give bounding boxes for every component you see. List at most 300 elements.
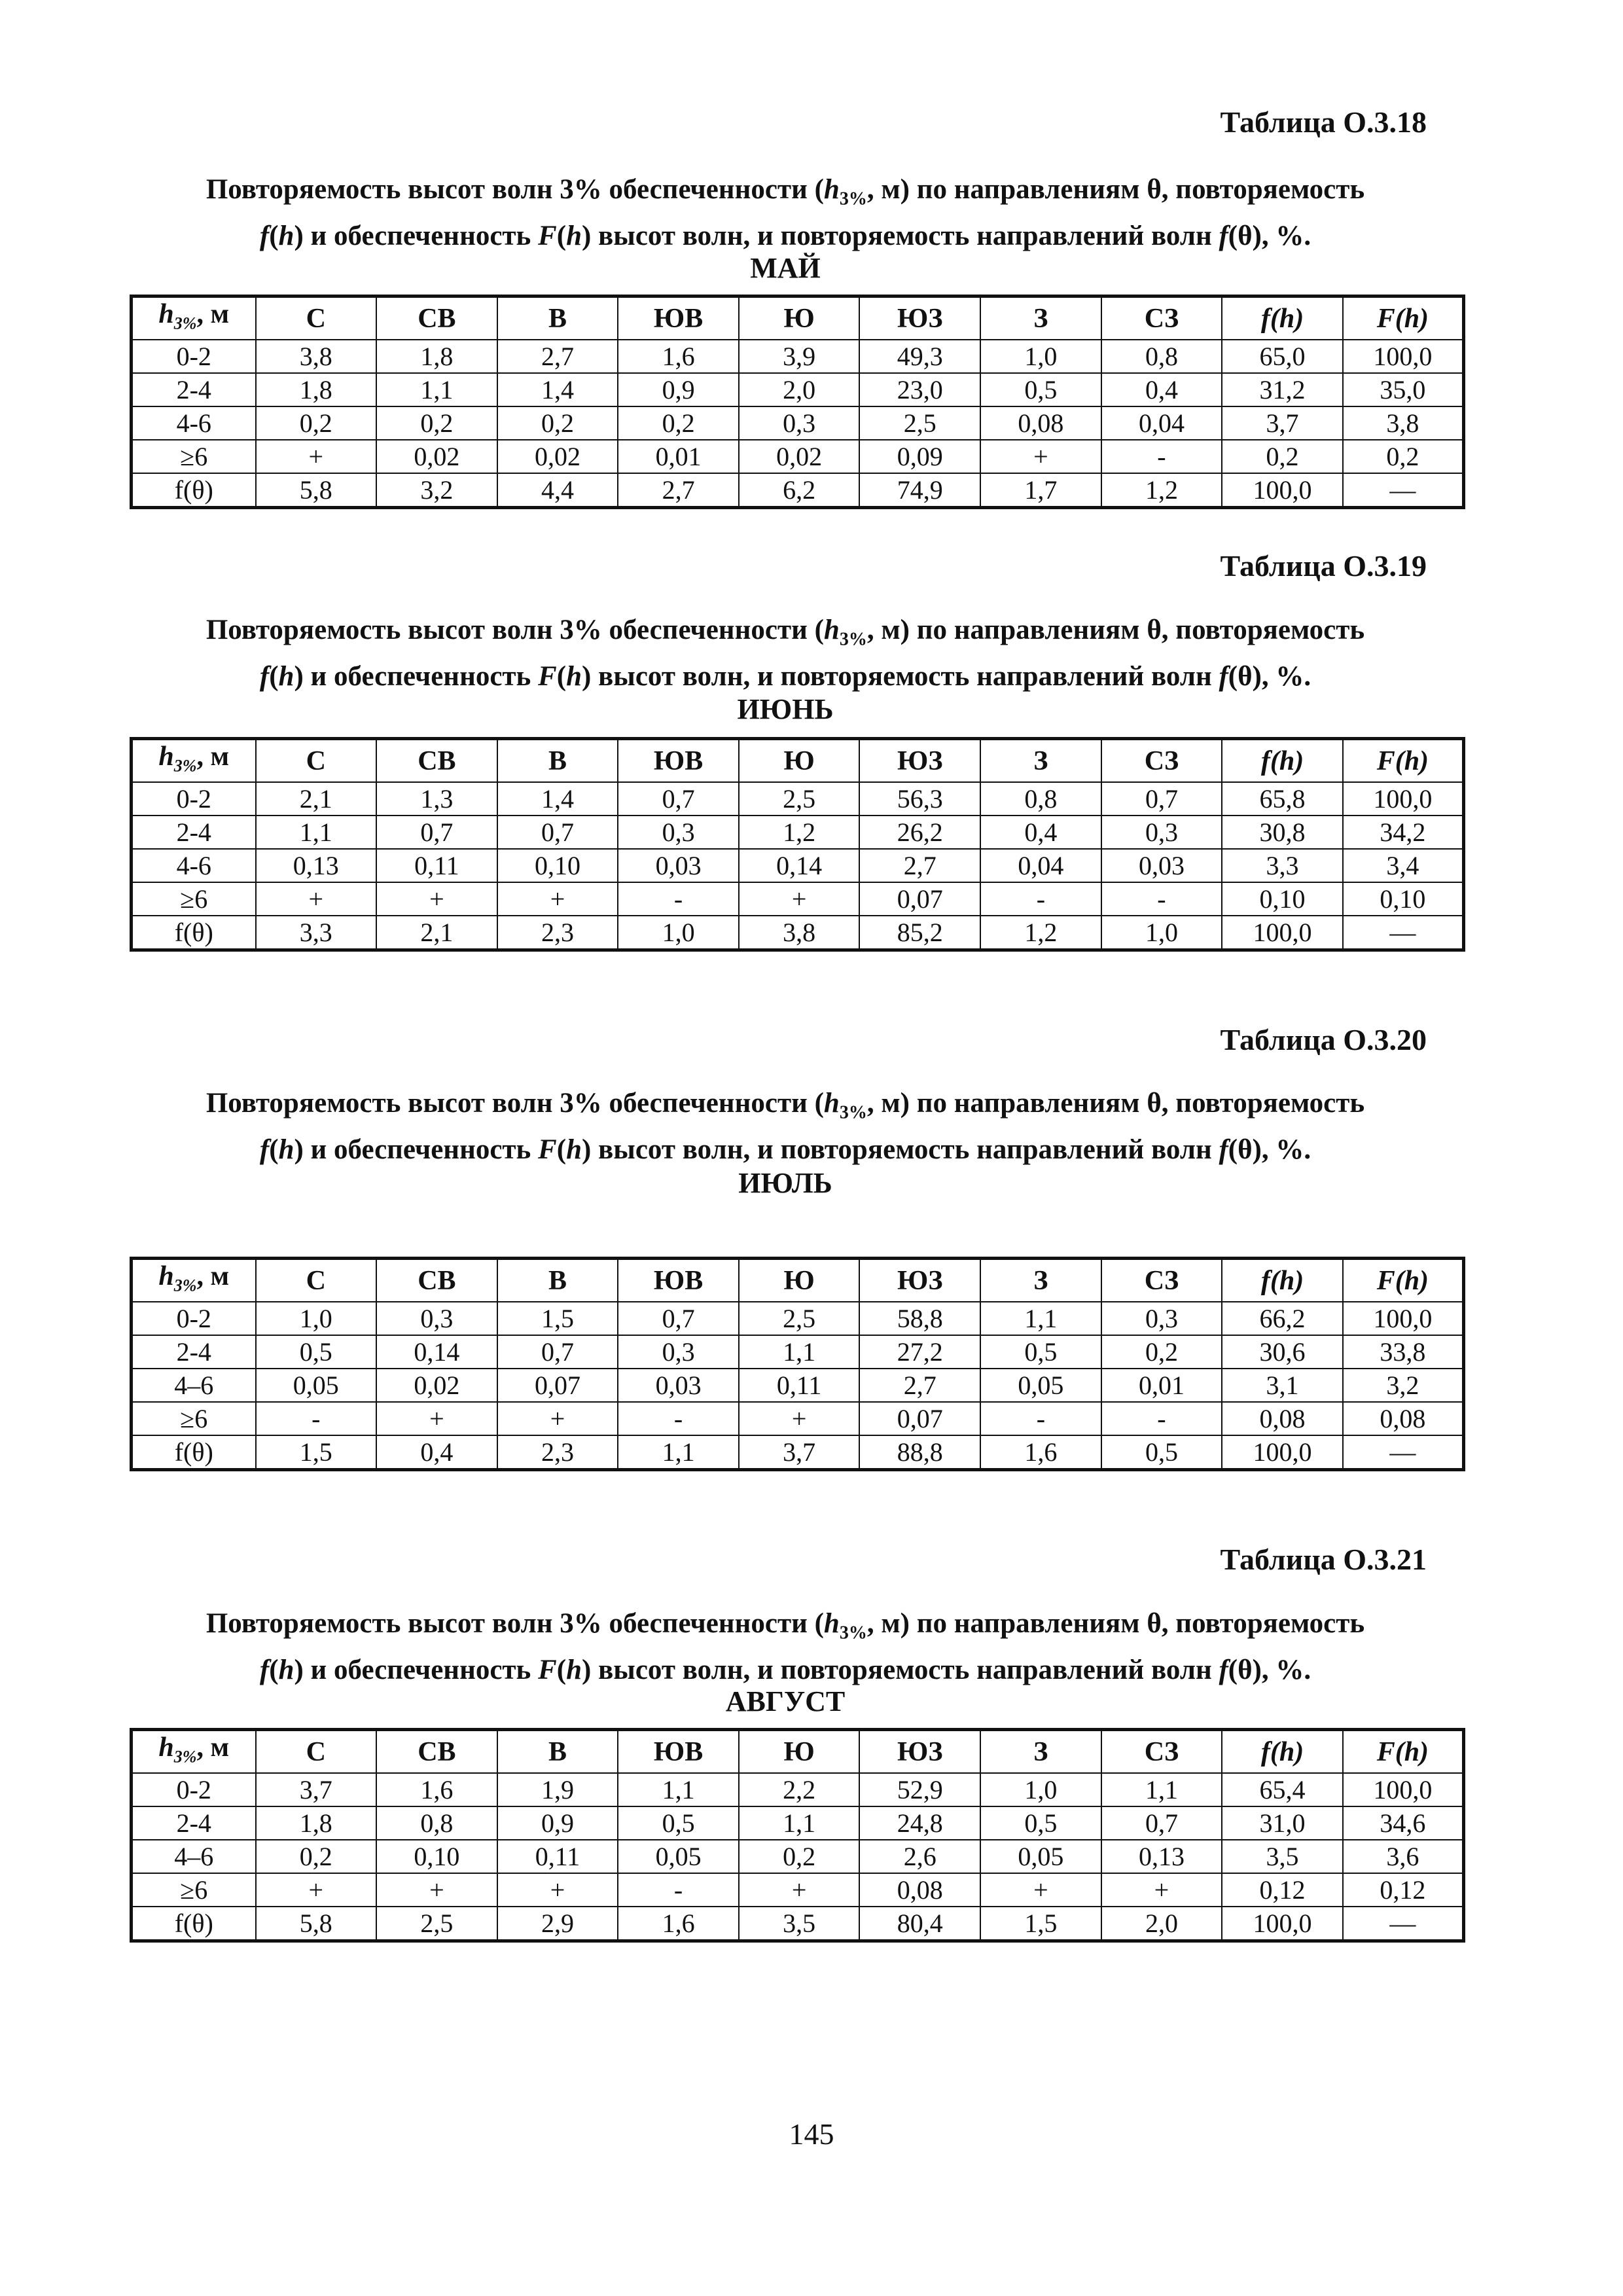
value-cell: 30,6 (1222, 1335, 1343, 1369)
caption-text: ( (269, 660, 279, 692)
header-fh-cell: f(h) (1222, 296, 1343, 340)
value-cell: 100,0 (1222, 473, 1343, 508)
wave-table (130, 1257, 1465, 1471)
table-row (132, 1840, 1464, 1873)
value-cell: 2,1 (376, 916, 497, 950)
value-cell: 1,0 (256, 1302, 377, 1335)
value-cell: 0,05 (256, 1369, 377, 1402)
header-h-symbol: h (158, 299, 174, 329)
value-cell: 1,8 (256, 373, 377, 406)
header-direction-cell: Ю (739, 739, 860, 783)
caption-f-symbol: f (259, 1134, 270, 1165)
header-Fh-cell: F(h) (1343, 1730, 1464, 1774)
table-header-row (132, 296, 1464, 340)
header-direction-cell: С (256, 296, 377, 340)
value-cell: + (376, 882, 497, 916)
value-cell: 1,1 (1101, 1773, 1222, 1806)
value-cell: — (1343, 473, 1464, 508)
caption-f-symbol: f (1219, 220, 1228, 251)
month-title: АВГУСТ (725, 1685, 846, 1717)
value-cell: 0,01 (618, 440, 739, 473)
row-label-cell: f(θ) (132, 473, 256, 508)
value-cell: 0,7 (1101, 1806, 1222, 1840)
header-height-cell (132, 1730, 256, 1774)
value-cell: 0,08 (859, 1873, 980, 1907)
table-row (132, 1873, 1464, 1907)
value-cell: 1,2 (980, 916, 1101, 950)
value-cell: 0,08 (1222, 1402, 1343, 1435)
value-cell: 100,0 (1222, 916, 1343, 950)
value-cell: - (618, 1873, 739, 1907)
table-row (132, 1907, 1464, 1941)
value-cell: 100,0 (1343, 340, 1464, 373)
value-cell: 100,0 (1343, 1302, 1464, 1335)
value-cell: + (376, 1873, 497, 1907)
header-direction-cell: С (256, 1730, 377, 1774)
value-cell: 0,07 (859, 882, 980, 916)
value-cell: 1,4 (497, 373, 618, 406)
value-cell: 58,8 (859, 1302, 980, 1335)
table-row (132, 1435, 1464, 1470)
value-cell: 0,5 (1101, 1435, 1222, 1470)
header-direction-cell: СЗ (1101, 296, 1222, 340)
header-height-cell (132, 739, 256, 783)
value-cell: 0,2 (618, 406, 739, 440)
caption-text: ( (269, 220, 279, 251)
row-label-cell: 2-4 (132, 1806, 256, 1840)
value-cell: 5,8 (256, 1907, 377, 1941)
value-cell: 1,8 (256, 1806, 377, 1840)
value-cell: 0,8 (1101, 340, 1222, 373)
table-row (132, 816, 1464, 849)
table-label: Таблица О.3.19 (1220, 549, 1427, 583)
value-cell: 0,2 (1101, 1335, 1222, 1369)
value-cell: 100,0 (1222, 1435, 1343, 1470)
row-label-cell: 4–6 (132, 1369, 256, 1402)
header-h-subscript: 3% (173, 756, 197, 776)
value-cell: 2,3 (497, 916, 618, 950)
value-cell: 0,14 (739, 849, 860, 882)
value-cell: 65,4 (1222, 1773, 1343, 1806)
value-cell: 1,2 (739, 816, 860, 849)
caption-h-symbol: h (278, 660, 294, 692)
wave-table (130, 1728, 1465, 1943)
value-cell: 6,2 (739, 473, 860, 508)
row-label-cell: f(θ) (132, 916, 256, 950)
value-cell: 0,9 (618, 373, 739, 406)
value-cell: 0,10 (1343, 882, 1464, 916)
wave-table (130, 295, 1465, 509)
value-cell: + (980, 440, 1101, 473)
caption-text: , м) по направлениям θ, повторяемость (866, 615, 1365, 645)
caption-h-symbol: h (823, 174, 840, 205)
value-cell: 35,0 (1343, 373, 1464, 406)
value-cell: 1,5 (256, 1435, 377, 1470)
value-cell: — (1343, 1435, 1464, 1470)
value-cell: 3,3 (256, 916, 377, 950)
value-cell: 0,05 (618, 1840, 739, 1873)
table-row (132, 882, 1464, 916)
header-direction-cell: СВ (376, 739, 497, 783)
value-cell: 1,1 (739, 1335, 860, 1369)
value-cell: 31,2 (1222, 373, 1343, 406)
value-cell: 0,7 (497, 816, 618, 849)
header-direction-cell: З (980, 1259, 1101, 1302)
value-cell: 3,6 (1343, 1840, 1464, 1873)
header-direction-cell: З (980, 1730, 1101, 1774)
header-direction-cell: ЮВ (618, 1730, 739, 1774)
value-cell: 65,8 (1222, 782, 1343, 816)
table-row (132, 1773, 1464, 1806)
header-direction-cell: СВ (376, 1259, 497, 1302)
row-label-cell: ≥6 (132, 1873, 256, 1907)
value-cell: 74,9 (859, 473, 980, 508)
value-cell: 5,8 (256, 473, 377, 508)
value-cell: 1,6 (980, 1435, 1101, 1470)
value-cell: 3,5 (1222, 1840, 1343, 1873)
header-fh-cell: f(h) (1222, 1259, 1343, 1302)
value-cell: 0,7 (618, 782, 739, 816)
value-cell: 0,5 (980, 373, 1101, 406)
caption-h-subscript: 3% (839, 1623, 867, 1643)
value-cell: 34,2 (1343, 816, 1464, 849)
value-cell: 2,3 (497, 1435, 618, 1470)
value-cell: 0,12 (1343, 1873, 1464, 1907)
caption-text: ) и обеспеченность (294, 1134, 539, 1165)
value-cell: - (1101, 882, 1222, 916)
row-label-cell: 0-2 (132, 1302, 256, 1335)
header-height-cell (132, 296, 256, 340)
value-cell: 1,2 (1101, 473, 1222, 508)
header-fh-cell: f(h) (1222, 739, 1343, 783)
value-cell: 2,5 (739, 1302, 860, 1335)
caption-text: , м) по направлениям θ, повторяемость (866, 1088, 1365, 1119)
row-label-cell: 0-2 (132, 1773, 256, 1806)
header-h-symbol: h (158, 1732, 174, 1763)
caption-h-subscript: 3% (839, 188, 867, 209)
value-cell: 0,03 (1101, 849, 1222, 882)
value-cell: - (980, 882, 1101, 916)
caption-f-symbol: f (259, 1654, 270, 1685)
value-cell: 0,7 (376, 816, 497, 849)
caption-text: (θ), %. (1228, 1134, 1311, 1165)
value-cell: 2,7 (859, 1369, 980, 1402)
header-direction-cell: С (256, 739, 377, 783)
caption-text: , м) по направлениям θ, повторяемость (866, 1608, 1365, 1639)
value-cell: 2,0 (1101, 1907, 1222, 1941)
value-cell: 49,3 (859, 340, 980, 373)
value-cell: 100,0 (1343, 782, 1464, 816)
header-direction-cell: Ю (739, 1259, 860, 1302)
row-label-cell: f(θ) (132, 1435, 256, 1470)
caption-h-symbol: h (823, 615, 840, 645)
value-cell: 0,03 (618, 1369, 739, 1402)
value-cell: 0,07 (859, 1402, 980, 1435)
value-cell: 31,0 (1222, 1806, 1343, 1840)
table-row (132, 1302, 1464, 1335)
header-fh-cell: f(h) (1222, 1730, 1343, 1774)
value-cell: 2,5 (739, 782, 860, 816)
value-cell: 1,1 (256, 816, 377, 849)
caption-text: ) и обеспеченность (294, 660, 539, 692)
table-label: Таблица О.3.20 (1220, 1023, 1427, 1056)
caption-text: ( (556, 1134, 567, 1165)
row-label-cell: 4-6 (132, 849, 256, 882)
header-direction-cell: В (497, 739, 618, 783)
value-cell: 0,01 (1101, 1369, 1222, 1402)
value-cell: 0,3 (1101, 816, 1222, 849)
value-cell: 3,7 (256, 1773, 377, 1806)
table-caption (131, 1605, 1440, 1689)
caption-line-2 (131, 1652, 1440, 1689)
value-cell: 1,1 (739, 1806, 860, 1840)
value-cell: 0,03 (618, 849, 739, 882)
value-cell: 1,6 (376, 1773, 497, 1806)
header-Fh-cell: F(h) (1343, 296, 1464, 340)
header-direction-cell: ЮЗ (859, 296, 980, 340)
month-title: МАЙ (750, 252, 821, 284)
caption-F-symbol: F (538, 1134, 557, 1165)
value-cell: 2,2 (739, 1773, 860, 1806)
table-header-row (132, 1259, 1464, 1302)
value-cell: 0,07 (497, 1369, 618, 1402)
header-direction-cell: В (497, 296, 618, 340)
header-h-symbol: h (158, 1261, 174, 1291)
table-header-row (132, 1730, 1464, 1774)
caption-line-1 (131, 612, 1440, 658)
value-cell: 65,0 (1222, 340, 1343, 373)
value-cell: + (376, 1402, 497, 1435)
value-cell: 52,9 (859, 1773, 980, 1806)
caption-h-symbol: h (278, 1654, 294, 1685)
table-row (132, 1402, 1464, 1435)
value-cell: 1,1 (618, 1435, 739, 1470)
value-cell: 2,1 (256, 782, 377, 816)
value-cell: 2,7 (497, 340, 618, 373)
value-cell: 0,02 (497, 440, 618, 473)
table-row (132, 782, 1464, 816)
header-h-unit: , м (196, 1261, 230, 1291)
value-cell: 1,4 (497, 782, 618, 816)
month-title: ИЮЛЬ (738, 1167, 832, 1199)
caption-h-symbol: h (566, 1134, 582, 1165)
value-cell: 0,4 (980, 816, 1101, 849)
value-cell: 0,5 (256, 1335, 377, 1369)
caption-text: ( (269, 1134, 279, 1165)
value-cell: 26,2 (859, 816, 980, 849)
value-cell: 100,0 (1343, 1773, 1464, 1806)
value-cell: 0,02 (376, 440, 497, 473)
value-cell: 0,3 (1101, 1302, 1222, 1335)
header-h-unit: , м (196, 1732, 230, 1763)
value-cell: 0,11 (376, 849, 497, 882)
value-cell: 1,1 (980, 1302, 1101, 1335)
value-cell: 0,08 (980, 406, 1101, 440)
value-cell: 0,12 (1222, 1873, 1343, 1907)
caption-f-symbol: f (1219, 1134, 1228, 1165)
value-cell: 0,7 (1101, 782, 1222, 816)
value-cell: 3,3 (1222, 849, 1343, 882)
caption-line-1 (131, 1605, 1440, 1652)
header-Fh-cell: F(h) (1343, 1259, 1464, 1302)
caption-line-1 (131, 171, 1440, 218)
value-cell: 0,05 (980, 1840, 1101, 1873)
header-direction-cell: ЮЗ (859, 1259, 980, 1302)
header-direction-cell: ЮЗ (859, 1730, 980, 1774)
value-cell: 0,08 (1343, 1402, 1464, 1435)
value-cell: 0,8 (376, 1806, 497, 1840)
header-direction-cell: СЗ (1101, 1730, 1222, 1774)
value-cell: 85,2 (859, 916, 980, 950)
value-cell: 0,2 (256, 1840, 377, 1873)
value-cell: 34,6 (1343, 1806, 1464, 1840)
table-header-row (132, 739, 1464, 783)
value-cell: 1,1 (618, 1773, 739, 1806)
table-row (132, 1369, 1464, 1402)
row-label-cell: 0-2 (132, 340, 256, 373)
value-cell: 33,8 (1343, 1335, 1464, 1369)
row-label-cell: ≥6 (132, 1402, 256, 1435)
value-cell: — (1343, 1907, 1464, 1941)
value-cell: + (256, 440, 377, 473)
header-h-subscript: 3% (173, 1747, 197, 1767)
value-cell: 0,10 (1222, 882, 1343, 916)
header-direction-cell: З (980, 296, 1101, 340)
value-cell: 3,7 (739, 1435, 860, 1470)
value-cell: 1,1 (376, 373, 497, 406)
value-cell: — (1343, 916, 1464, 950)
value-cell: 0,13 (1101, 1840, 1222, 1873)
header-direction-cell: З (980, 739, 1101, 783)
row-label-cell: 0-2 (132, 782, 256, 816)
value-cell: 2,7 (859, 849, 980, 882)
caption-F-symbol: F (538, 660, 557, 692)
header-Fh-cell: F(h) (1343, 739, 1464, 783)
value-cell: 3,5 (739, 1907, 860, 1941)
value-cell: 3,8 (256, 340, 377, 373)
value-cell: 0,11 (739, 1369, 860, 1402)
value-cell: 0,10 (376, 1840, 497, 1873)
value-cell: - (980, 1402, 1101, 1435)
value-cell: + (739, 882, 860, 916)
caption-f-symbol: f (259, 660, 270, 692)
value-cell: - (1101, 440, 1222, 473)
caption-line-1 (131, 1085, 1440, 1132)
value-cell: 0,02 (739, 440, 860, 473)
header-direction-cell: В (497, 1730, 618, 1774)
caption-F-symbol: F (538, 220, 557, 251)
caption-text: Повторяемость высот волн 3% обеспеченности ( (205, 1088, 824, 1119)
header-direction-cell: ЮВ (618, 296, 739, 340)
row-label-cell: ≥6 (132, 882, 256, 916)
caption-f-symbol: f (1219, 1654, 1228, 1685)
value-cell: 3,7 (1222, 406, 1343, 440)
value-cell: 2,5 (376, 1907, 497, 1941)
value-cell: 1,7 (980, 473, 1101, 508)
value-cell: 23,0 (859, 373, 980, 406)
value-cell: 1,9 (497, 1773, 618, 1806)
row-label-cell: 4-6 (132, 406, 256, 440)
value-cell: + (980, 1873, 1101, 1907)
value-cell: 1,8 (376, 340, 497, 373)
value-cell: 0,9 (497, 1806, 618, 1840)
value-cell: 0,4 (376, 1435, 497, 1470)
value-cell: 3,2 (376, 473, 497, 508)
value-cell: 1,5 (980, 1907, 1101, 1941)
header-h-symbol: h (158, 742, 174, 772)
caption-h-symbol: h (823, 1088, 840, 1119)
value-cell: 3,9 (739, 340, 860, 373)
value-cell: 1,3 (376, 782, 497, 816)
row-label-cell: 2-4 (132, 1335, 256, 1369)
caption-h-symbol: h (566, 660, 582, 692)
value-cell: 4,4 (497, 473, 618, 508)
header-h-subscript: 3% (173, 314, 197, 333)
caption-text: (θ), %. (1228, 220, 1311, 251)
value-cell: 3,2 (1343, 1369, 1464, 1402)
value-cell: + (739, 1873, 860, 1907)
header-direction-cell: СВ (376, 1730, 497, 1774)
caption-h-symbol: h (278, 220, 294, 251)
caption-text: , м) по направлениям θ, повторяемость (866, 174, 1365, 205)
value-cell: 0,3 (376, 1302, 497, 1335)
table-row (132, 373, 1464, 406)
value-cell: 30,8 (1222, 816, 1343, 849)
caption-line-2 (131, 1132, 1440, 1168)
header-direction-cell: СЗ (1101, 739, 1222, 783)
caption-line-2 (131, 658, 1440, 695)
row-label-cell: f(θ) (132, 1907, 256, 1941)
value-cell: 0,3 (618, 816, 739, 849)
caption-f-symbol: f (259, 220, 270, 251)
value-cell: 0,8 (980, 782, 1101, 816)
caption-text: ) высот волн, и повторяемость направлений волн (581, 1654, 1219, 1685)
caption-text: Повторяемость высот волн 3% обеспеченности ( (205, 615, 824, 645)
caption-h-symbol: h (566, 1654, 582, 1685)
caption-h-symbol: h (823, 1608, 840, 1639)
header-direction-cell: В (497, 1259, 618, 1302)
value-cell: - (1101, 1402, 1222, 1435)
value-cell: 1,0 (980, 1773, 1101, 1806)
value-cell: 0,5 (618, 1806, 739, 1840)
value-cell: 0,5 (980, 1335, 1101, 1369)
value-cell: - (618, 1402, 739, 1435)
value-cell: 0,11 (497, 1840, 618, 1873)
value-cell: 1,5 (497, 1302, 618, 1335)
caption-text: Повторяемость высот волн 3% обеспеченности ( (205, 174, 824, 205)
table-caption (131, 1085, 1440, 1168)
row-label-cell: ≥6 (132, 440, 256, 473)
caption-text: (θ), %. (1228, 1654, 1311, 1685)
value-cell: 0,14 (376, 1335, 497, 1369)
value-cell: 0,7 (497, 1335, 618, 1369)
value-cell: - (618, 882, 739, 916)
table-caption (131, 612, 1440, 695)
value-cell: 66,2 (1222, 1302, 1343, 1335)
value-cell: 1,0 (1101, 916, 1222, 950)
wave-table (130, 737, 1465, 952)
value-cell: 1,0 (618, 916, 739, 950)
value-cell: 0,10 (497, 849, 618, 882)
value-cell: 0,05 (980, 1369, 1101, 1402)
caption-h-subscript: 3% (839, 1102, 867, 1123)
value-cell: + (256, 1873, 377, 1907)
caption-line-2 (131, 218, 1440, 255)
header-h-unit: , м (196, 742, 230, 772)
value-cell: 2,6 (859, 1840, 980, 1873)
value-cell: 3,8 (1343, 406, 1464, 440)
table-label: Таблица О.3.18 (1220, 105, 1427, 139)
